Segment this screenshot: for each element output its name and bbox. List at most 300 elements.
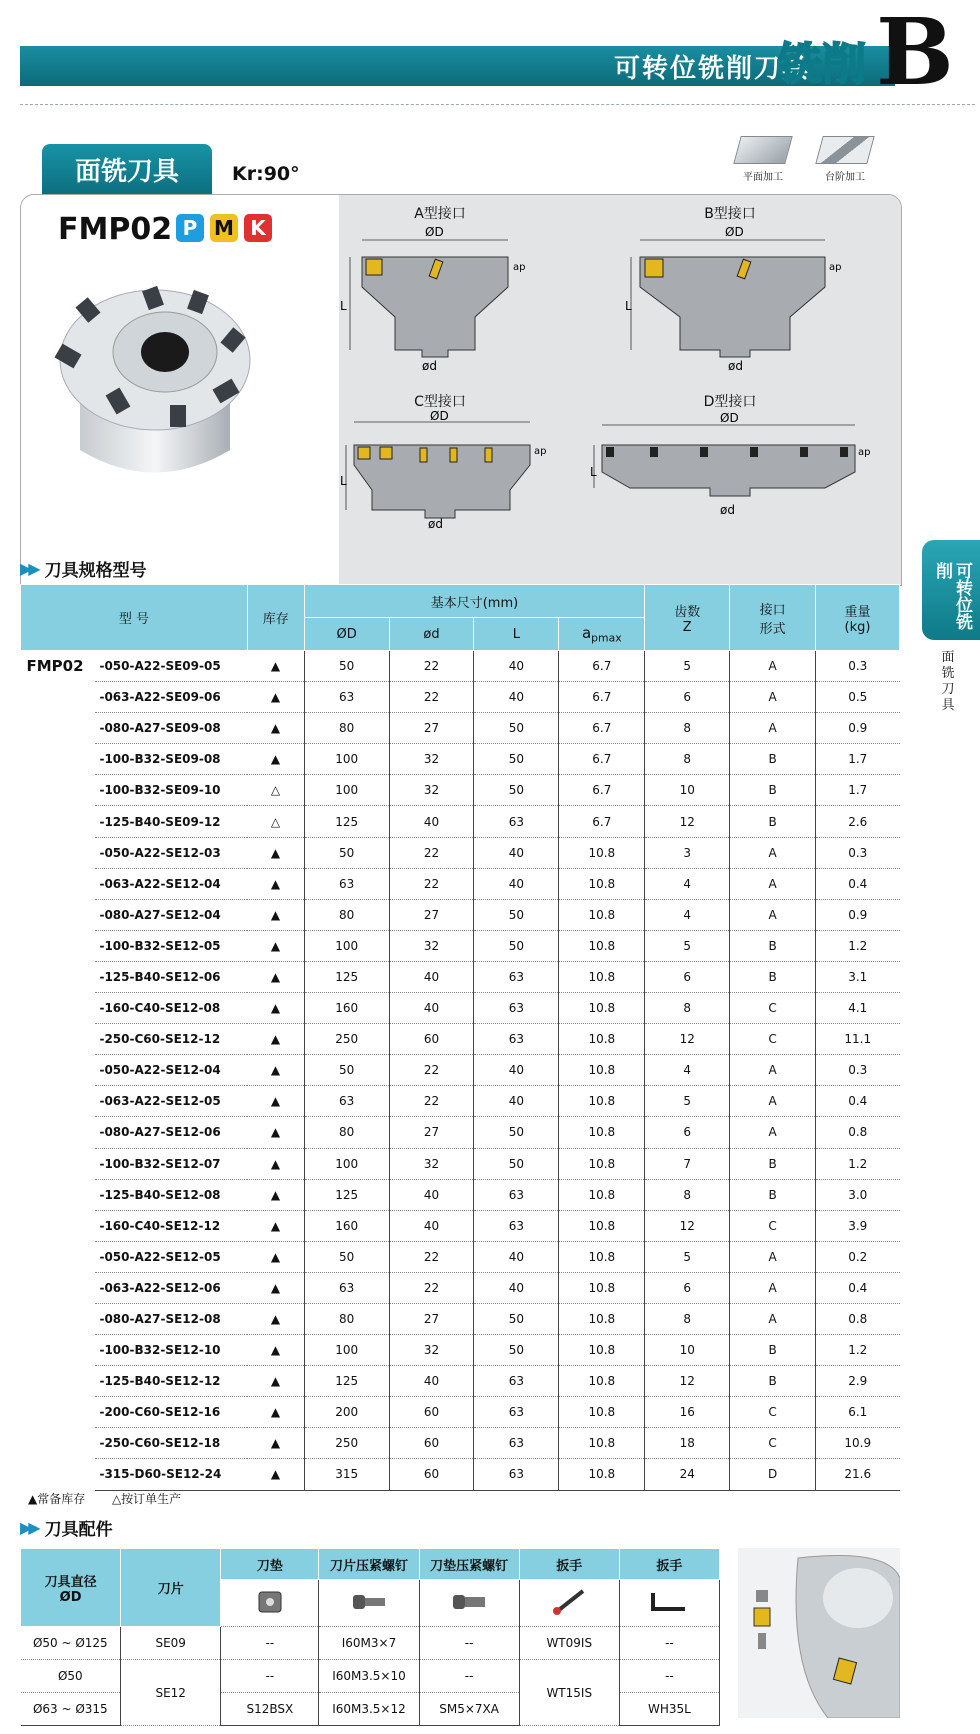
accessories-table (20, 1548, 720, 1726)
model-cell: -063-A22-SE12-06 (95, 1272, 247, 1303)
acc-cell: Ø63 ~ Ø315 (21, 1693, 121, 1726)
table-cell: 40 (474, 868, 559, 899)
op-label: 台阶加工 (825, 172, 865, 183)
table-cell: ▲ (247, 1303, 304, 1334)
col-basic-dims: 基本尺寸(mm) (304, 585, 645, 618)
model-cell: -050-A22-SE12-05 (95, 1241, 247, 1272)
model-cell: -100-B32-SE09-08 (95, 744, 247, 775)
table-cell: 10.8 (559, 868, 645, 899)
badge-k: K (244, 214, 272, 242)
table-row (21, 1241, 900, 1272)
diagram-c-ap: ap (534, 446, 547, 457)
table-cell: 125 (304, 806, 389, 837)
spec-table (20, 584, 900, 1491)
table-row (21, 1397, 900, 1428)
shim-screw-icon (419, 1580, 519, 1627)
table-row (21, 837, 900, 868)
diagram-c-l: L (340, 474, 347, 488)
table-cell: 80 (304, 713, 389, 744)
table-cell: A (730, 651, 816, 682)
table-cell: 12 (645, 1366, 730, 1397)
table-cell: 40 (389, 1210, 474, 1241)
table-cell: ▲ (247, 1086, 304, 1117)
acc-cell: WH35L (619, 1693, 719, 1726)
table-cell: ▲ (247, 1428, 304, 1459)
spec-section-title (20, 556, 147, 581)
table-row (21, 993, 900, 1024)
table-cell: 63 (474, 1179, 559, 1210)
table-cell: 6.7 (559, 744, 645, 775)
acc-cell: I60M3×7 (319, 1627, 419, 1660)
table-cell: 40 (389, 1366, 474, 1397)
table-cell: 32 (389, 1335, 474, 1366)
table-cell: A (730, 1303, 816, 1334)
insert-screw-icon (319, 1580, 419, 1627)
model-cell: -080-A27-SE12-08 (95, 1303, 247, 1334)
diagram-d-l: L (590, 465, 597, 479)
acc-col-insert: 刀片 (121, 1549, 221, 1627)
model-cell: -100-B32-SE12-10 (95, 1335, 247, 1366)
table-cell: 27 (389, 1303, 474, 1334)
table-cell: 10.8 (559, 1024, 645, 1055)
table-cell: 50 (304, 651, 389, 682)
table-cell: 10.8 (559, 1428, 645, 1459)
double-chevron-icon: ▶▶ (20, 1518, 37, 1537)
table-row (21, 1024, 900, 1055)
table-cell: 40 (474, 1272, 559, 1303)
op-face-milling (728, 136, 798, 183)
table-cell: 10.8 (559, 837, 645, 868)
table-cell: 6.7 (559, 775, 645, 806)
table-row (21, 744, 900, 775)
shim-icon (221, 1580, 319, 1627)
model-cell: -200-C60-SE12-16 (95, 1397, 247, 1428)
table-cell: ▲ (247, 993, 304, 1024)
acc-cell: SM5×7XA (419, 1693, 519, 1726)
acc-cell: I60M3.5×12 (319, 1693, 419, 1726)
table-cell: 16 (645, 1397, 730, 1428)
table-cell: ▲ (247, 1117, 304, 1148)
diagram-a-ap: ap (513, 262, 526, 273)
col-od: ØD (304, 618, 389, 651)
model-cell: -050-A22-SE12-04 (95, 1055, 247, 1086)
table-cell: 10.8 (559, 1335, 645, 1366)
table-cell: 63 (474, 993, 559, 1024)
torx-wrench-icon (519, 1580, 619, 1627)
table-cell: ▲ (247, 1272, 304, 1303)
table-cell: 63 (474, 961, 559, 992)
table-cell: C (730, 1024, 816, 1055)
table-cell: B (730, 1148, 816, 1179)
table-cell: B (730, 775, 816, 806)
table-cell: 1.2 (816, 1335, 900, 1366)
table-cell: 22 (389, 1086, 474, 1117)
table-cell: 50 (304, 837, 389, 868)
table-cell: 10 (645, 1335, 730, 1366)
table-cell: 6 (645, 682, 730, 713)
table-cell: A (730, 1117, 816, 1148)
table-cell: 50 (474, 744, 559, 775)
table-cell: B (730, 744, 816, 775)
table-cell: 6.7 (559, 713, 645, 744)
diagram-c-title: C型接口 (414, 394, 466, 410)
acc-cell: WT15IS (519, 1660, 619, 1726)
model-cell: -063-A22-SE09-06 (95, 682, 247, 713)
table-cell: ▲ (247, 713, 304, 744)
diagram-d-ap: ap (858, 447, 871, 458)
table-cell: ▲ (247, 1179, 304, 1210)
table-cell: 40 (474, 837, 559, 868)
table-cell: A (730, 682, 816, 713)
table-row (21, 1366, 900, 1397)
legend-order: △按订单生产 (111, 1492, 182, 1506)
table-cell: 50 (304, 1241, 389, 1272)
legend-stock: ▲常备库存 (28, 1492, 86, 1506)
model-cell: -080-A27-SE12-06 (95, 1117, 247, 1148)
table-cell: ▲ (247, 682, 304, 713)
table-cell: 10.8 (559, 961, 645, 992)
spec-title-text: 刀具规格型号 (44, 561, 147, 581)
table-cell: 32 (389, 930, 474, 961)
table-cell: A (730, 899, 816, 930)
table-cell: 27 (389, 713, 474, 744)
table-cell: ▲ (247, 651, 304, 682)
table-cell: 160 (304, 1210, 389, 1241)
table-cell: 80 (304, 899, 389, 930)
table-cell: C (730, 1210, 816, 1241)
table-cell: ▲ (247, 1366, 304, 1397)
table-cell: 63 (474, 1024, 559, 1055)
col-teeth: 齿数 Z (645, 585, 730, 651)
diagram-a-title: A型接口 (414, 206, 466, 222)
table-cell: 63 (474, 1366, 559, 1397)
table-cell: 5 (645, 1086, 730, 1117)
col-model: 型 号 (21, 585, 248, 651)
model-cell: -080-A27-SE09-08 (95, 713, 247, 744)
table-cell: 50 (474, 713, 559, 744)
diagram-d (590, 410, 880, 530)
table-row (21, 1055, 900, 1086)
model-cell: -050-A22-SE09-05 (95, 651, 247, 682)
diagram-b-title: B型接口 (704, 206, 756, 222)
table-row (21, 1335, 900, 1366)
table-cell: 10.8 (559, 1148, 645, 1179)
table-cell: 63 (474, 1428, 559, 1459)
table-cell: 0.8 (816, 1303, 900, 1334)
table-cell: 10.8 (559, 1117, 645, 1148)
table-cell: ▲ (247, 1459, 304, 1490)
model-cell: -125-B40-SE09-12 (95, 806, 247, 837)
product-code: FMP02 (58, 212, 173, 247)
model-cell: -080-A27-SE12-04 (95, 899, 247, 930)
badge-m: M (210, 214, 238, 242)
table-cell: 125 (304, 961, 389, 992)
table-cell: ▲ (247, 744, 304, 775)
model-cell: -125-B40-SE12-08 (95, 1179, 247, 1210)
table-cell: D (730, 1459, 816, 1490)
table-cell: B (730, 961, 816, 992)
table-cell: 10.8 (559, 1459, 645, 1490)
diagram-d-d: ød (720, 503, 735, 517)
table-cell: 0.2 (816, 1241, 900, 1272)
table-cell: B (730, 806, 816, 837)
acc-cell: Ø50 ~ Ø125 (21, 1627, 121, 1660)
table-cell: 6.1 (816, 1397, 900, 1428)
col-ap: $a_{pmax}$ (559, 618, 645, 651)
table-cell: 18 (645, 1428, 730, 1459)
chapter-side-tab: 可转位铣削 (922, 540, 980, 640)
table-cell: 32 (389, 1148, 474, 1179)
diagram-c (340, 410, 550, 530)
table-cell: ▲ (247, 837, 304, 868)
model-cell: -100-B32-SE12-07 (95, 1148, 247, 1179)
diagram-b (625, 222, 850, 372)
model-cell: -250-C60-SE12-18 (95, 1428, 247, 1459)
table-row (21, 1303, 900, 1334)
table-cell: 63 (304, 1272, 389, 1303)
table-row (21, 713, 900, 744)
table-cell: 10.8 (559, 1086, 645, 1117)
table-cell: 3.9 (816, 1210, 900, 1241)
table-cell: 8 (645, 744, 730, 775)
table-cell: 40 (474, 651, 559, 682)
diagram-a-d: ød (422, 359, 437, 372)
table-cell: 1.2 (816, 1148, 900, 1179)
table-cell: 0.5 (816, 682, 900, 713)
hex-wrench-icon (619, 1580, 719, 1627)
table-cell: 0.4 (816, 1272, 900, 1303)
table-cell: 63 (474, 806, 559, 837)
table-cell: 0.3 (816, 1055, 900, 1086)
table-cell: 8 (645, 993, 730, 1024)
table-row (21, 1428, 900, 1459)
table-cell: 1.2 (816, 930, 900, 961)
table-cell: A (730, 1086, 816, 1117)
table-cell: ▲ (247, 1055, 304, 1086)
table-cell: 12 (645, 806, 730, 837)
table-cell: 2.9 (816, 1366, 900, 1397)
table-cell: 10.8 (559, 1397, 645, 1428)
table-cell: B (730, 930, 816, 961)
col-interface: 接口 形式 (730, 585, 816, 651)
diagram-b-d: ød (728, 359, 743, 372)
table-cell: 3.1 (816, 961, 900, 992)
model-cell: -050-A22-SE12-03 (95, 837, 247, 868)
table-cell: 40 (474, 682, 559, 713)
table-cell: A (730, 1055, 816, 1086)
table-cell: C (730, 1397, 816, 1428)
table-cell: 22 (389, 682, 474, 713)
table-row (21, 1086, 900, 1117)
acc-cell: Ø50 (21, 1660, 121, 1693)
table-cell: 21.6 (816, 1459, 900, 1490)
table-cell: 50 (304, 1055, 389, 1086)
model-cell: -063-A22-SE12-05 (95, 1086, 247, 1117)
table-cell: 63 (474, 1397, 559, 1428)
badge-p: P (176, 214, 204, 242)
table-cell: 11.1 (816, 1024, 900, 1055)
acc-cell: -- (221, 1660, 319, 1693)
table-cell: A (730, 1241, 816, 1272)
table-cell: A (730, 1272, 816, 1303)
table-cell: △ (247, 806, 304, 837)
table-cell: 10.8 (559, 993, 645, 1024)
face-mill-image (40, 280, 270, 490)
table-cell: ▲ (247, 1397, 304, 1428)
acc-cell: -- (619, 1660, 719, 1693)
model-cell: -250-C60-SE12-12 (95, 1024, 247, 1055)
table-row (21, 1117, 900, 1148)
table-cell: 22 (389, 868, 474, 899)
diagram-c-od: ØD (430, 410, 449, 423)
diagram-b-ap: ap (829, 262, 842, 273)
accessories-title (20, 1515, 113, 1540)
table-cell: 10.8 (559, 1366, 645, 1397)
table-cell: 63 (304, 868, 389, 899)
table-cell: 63 (474, 1459, 559, 1490)
table-cell: 3.0 (816, 1179, 900, 1210)
table-cell: 60 (389, 1024, 474, 1055)
shoulder-milling-icon (815, 136, 875, 164)
table-cell: ▲ (247, 1024, 304, 1055)
section-tab: 面铣刀具 (42, 144, 212, 194)
table-cell: 0.4 (816, 1086, 900, 1117)
table-cell: 315 (304, 1459, 389, 1490)
table-cell: 0.4 (816, 868, 900, 899)
table-row (21, 930, 900, 961)
table-cell: 50 (474, 1148, 559, 1179)
table-cell: 100 (304, 744, 389, 775)
table-cell: 10.8 (559, 1055, 645, 1086)
assembly-image (738, 1548, 900, 1718)
diagram-d-title: D型接口 (703, 394, 757, 410)
table-cell: 40 (474, 1086, 559, 1117)
table-cell: ▲ (247, 961, 304, 992)
diagram-a-od: ØD (425, 225, 444, 239)
acc-col-wrench2: 扳手 (619, 1549, 719, 1580)
table-cell: 40 (389, 1179, 474, 1210)
op-label: 平面加工 (743, 172, 783, 183)
table-cell: 4 (645, 899, 730, 930)
model-cell: -160-C40-SE12-12 (95, 1210, 247, 1241)
acc-col-shim-screw: 刀垫压紧螺钉 (419, 1549, 519, 1580)
acc-cell: -- (619, 1627, 719, 1660)
diagram-a (340, 222, 540, 372)
table-cell: 40 (474, 1055, 559, 1086)
table-row (21, 961, 900, 992)
table-row (21, 899, 900, 930)
model-cell: -100-B32-SE12-05 (95, 930, 247, 961)
table-cell: 50 (474, 1303, 559, 1334)
acc-cell: WT09IS (519, 1627, 619, 1660)
col-weight: 重量 (kg) (816, 585, 900, 651)
table-cell: C (730, 1428, 816, 1459)
table-row (21, 868, 900, 899)
table-cell: 10.8 (559, 1303, 645, 1334)
table-cell: 63 (304, 1086, 389, 1117)
table-cell: 22 (389, 651, 474, 682)
table-cell: 10.9 (816, 1428, 900, 1459)
group-label: FMP02 (26, 657, 84, 675)
face-milling-icon (733, 136, 793, 164)
table-cell: 63 (304, 682, 389, 713)
table-cell: 12 (645, 1210, 730, 1241)
table-cell: 250 (304, 1024, 389, 1055)
table-cell: 10.8 (559, 1210, 645, 1241)
table-cell: ▲ (247, 868, 304, 899)
chapter-letter: B (876, 0, 954, 106)
table-cell: 5 (645, 1241, 730, 1272)
diagram-a-l: L (340, 299, 347, 313)
table-cell: 10.8 (559, 1179, 645, 1210)
table-cell: 6.7 (559, 806, 645, 837)
table-row (21, 775, 900, 806)
acc-col-shim: 刀垫 (221, 1549, 319, 1580)
table-cell: 160 (304, 993, 389, 1024)
table-cell: B (730, 1179, 816, 1210)
table-cell: 10.8 (559, 899, 645, 930)
table-cell: 2.6 (816, 806, 900, 837)
table-cell: ▲ (247, 899, 304, 930)
table-row (21, 651, 900, 682)
table-cell: ▲ (247, 1335, 304, 1366)
model-cell: -063-A22-SE12-04 (95, 868, 247, 899)
diagram-b-od: ØD (725, 225, 744, 239)
table-cell: 5 (645, 651, 730, 682)
table-cell: 80 (304, 1117, 389, 1148)
table-cell: 32 (389, 744, 474, 775)
accessories-title-text: 刀具配件 (44, 1520, 113, 1540)
acc-cell: SE12 (121, 1660, 221, 1726)
table-cell: 40 (389, 961, 474, 992)
table-cell: 6.7 (559, 651, 645, 682)
table-cell: A (730, 837, 816, 868)
table-cell: 4 (645, 1055, 730, 1086)
table-cell: ▲ (247, 1210, 304, 1241)
table-cell: 40 (389, 993, 474, 1024)
table-cell: 27 (389, 899, 474, 930)
table-row (21, 1179, 900, 1210)
table-cell: ▲ (247, 1241, 304, 1272)
table-cell: 60 (389, 1397, 474, 1428)
acc-col-dia: 刀具直径 ØD (21, 1549, 121, 1627)
table-cell: 4.1 (816, 993, 900, 1024)
table-cell: A (730, 868, 816, 899)
table-row (21, 1459, 900, 1490)
diagram-c-d: ød (428, 517, 443, 530)
col-stock: 库存 (247, 585, 304, 651)
table-row (21, 682, 900, 713)
table-cell: 22 (389, 837, 474, 868)
table-cell: 50 (474, 899, 559, 930)
kr-angle: Kr:90° (232, 163, 300, 185)
table-cell: 100 (304, 1148, 389, 1179)
diagram-b-l: L (625, 299, 632, 313)
table-cell: 100 (304, 775, 389, 806)
table-cell: 63 (474, 1210, 559, 1241)
table-cell: 0.3 (816, 837, 900, 868)
table-cell: B (730, 1335, 816, 1366)
table-row (21, 1272, 900, 1303)
table-cell: 7 (645, 1148, 730, 1179)
table-cell: 50 (474, 775, 559, 806)
table-cell: B (730, 1366, 816, 1397)
acc-cell: SE09 (121, 1627, 221, 1660)
table-cell: △ (247, 775, 304, 806)
table-cell: 8 (645, 1303, 730, 1334)
table-cell: 60 (389, 1459, 474, 1490)
op-shoulder-milling (810, 136, 880, 183)
